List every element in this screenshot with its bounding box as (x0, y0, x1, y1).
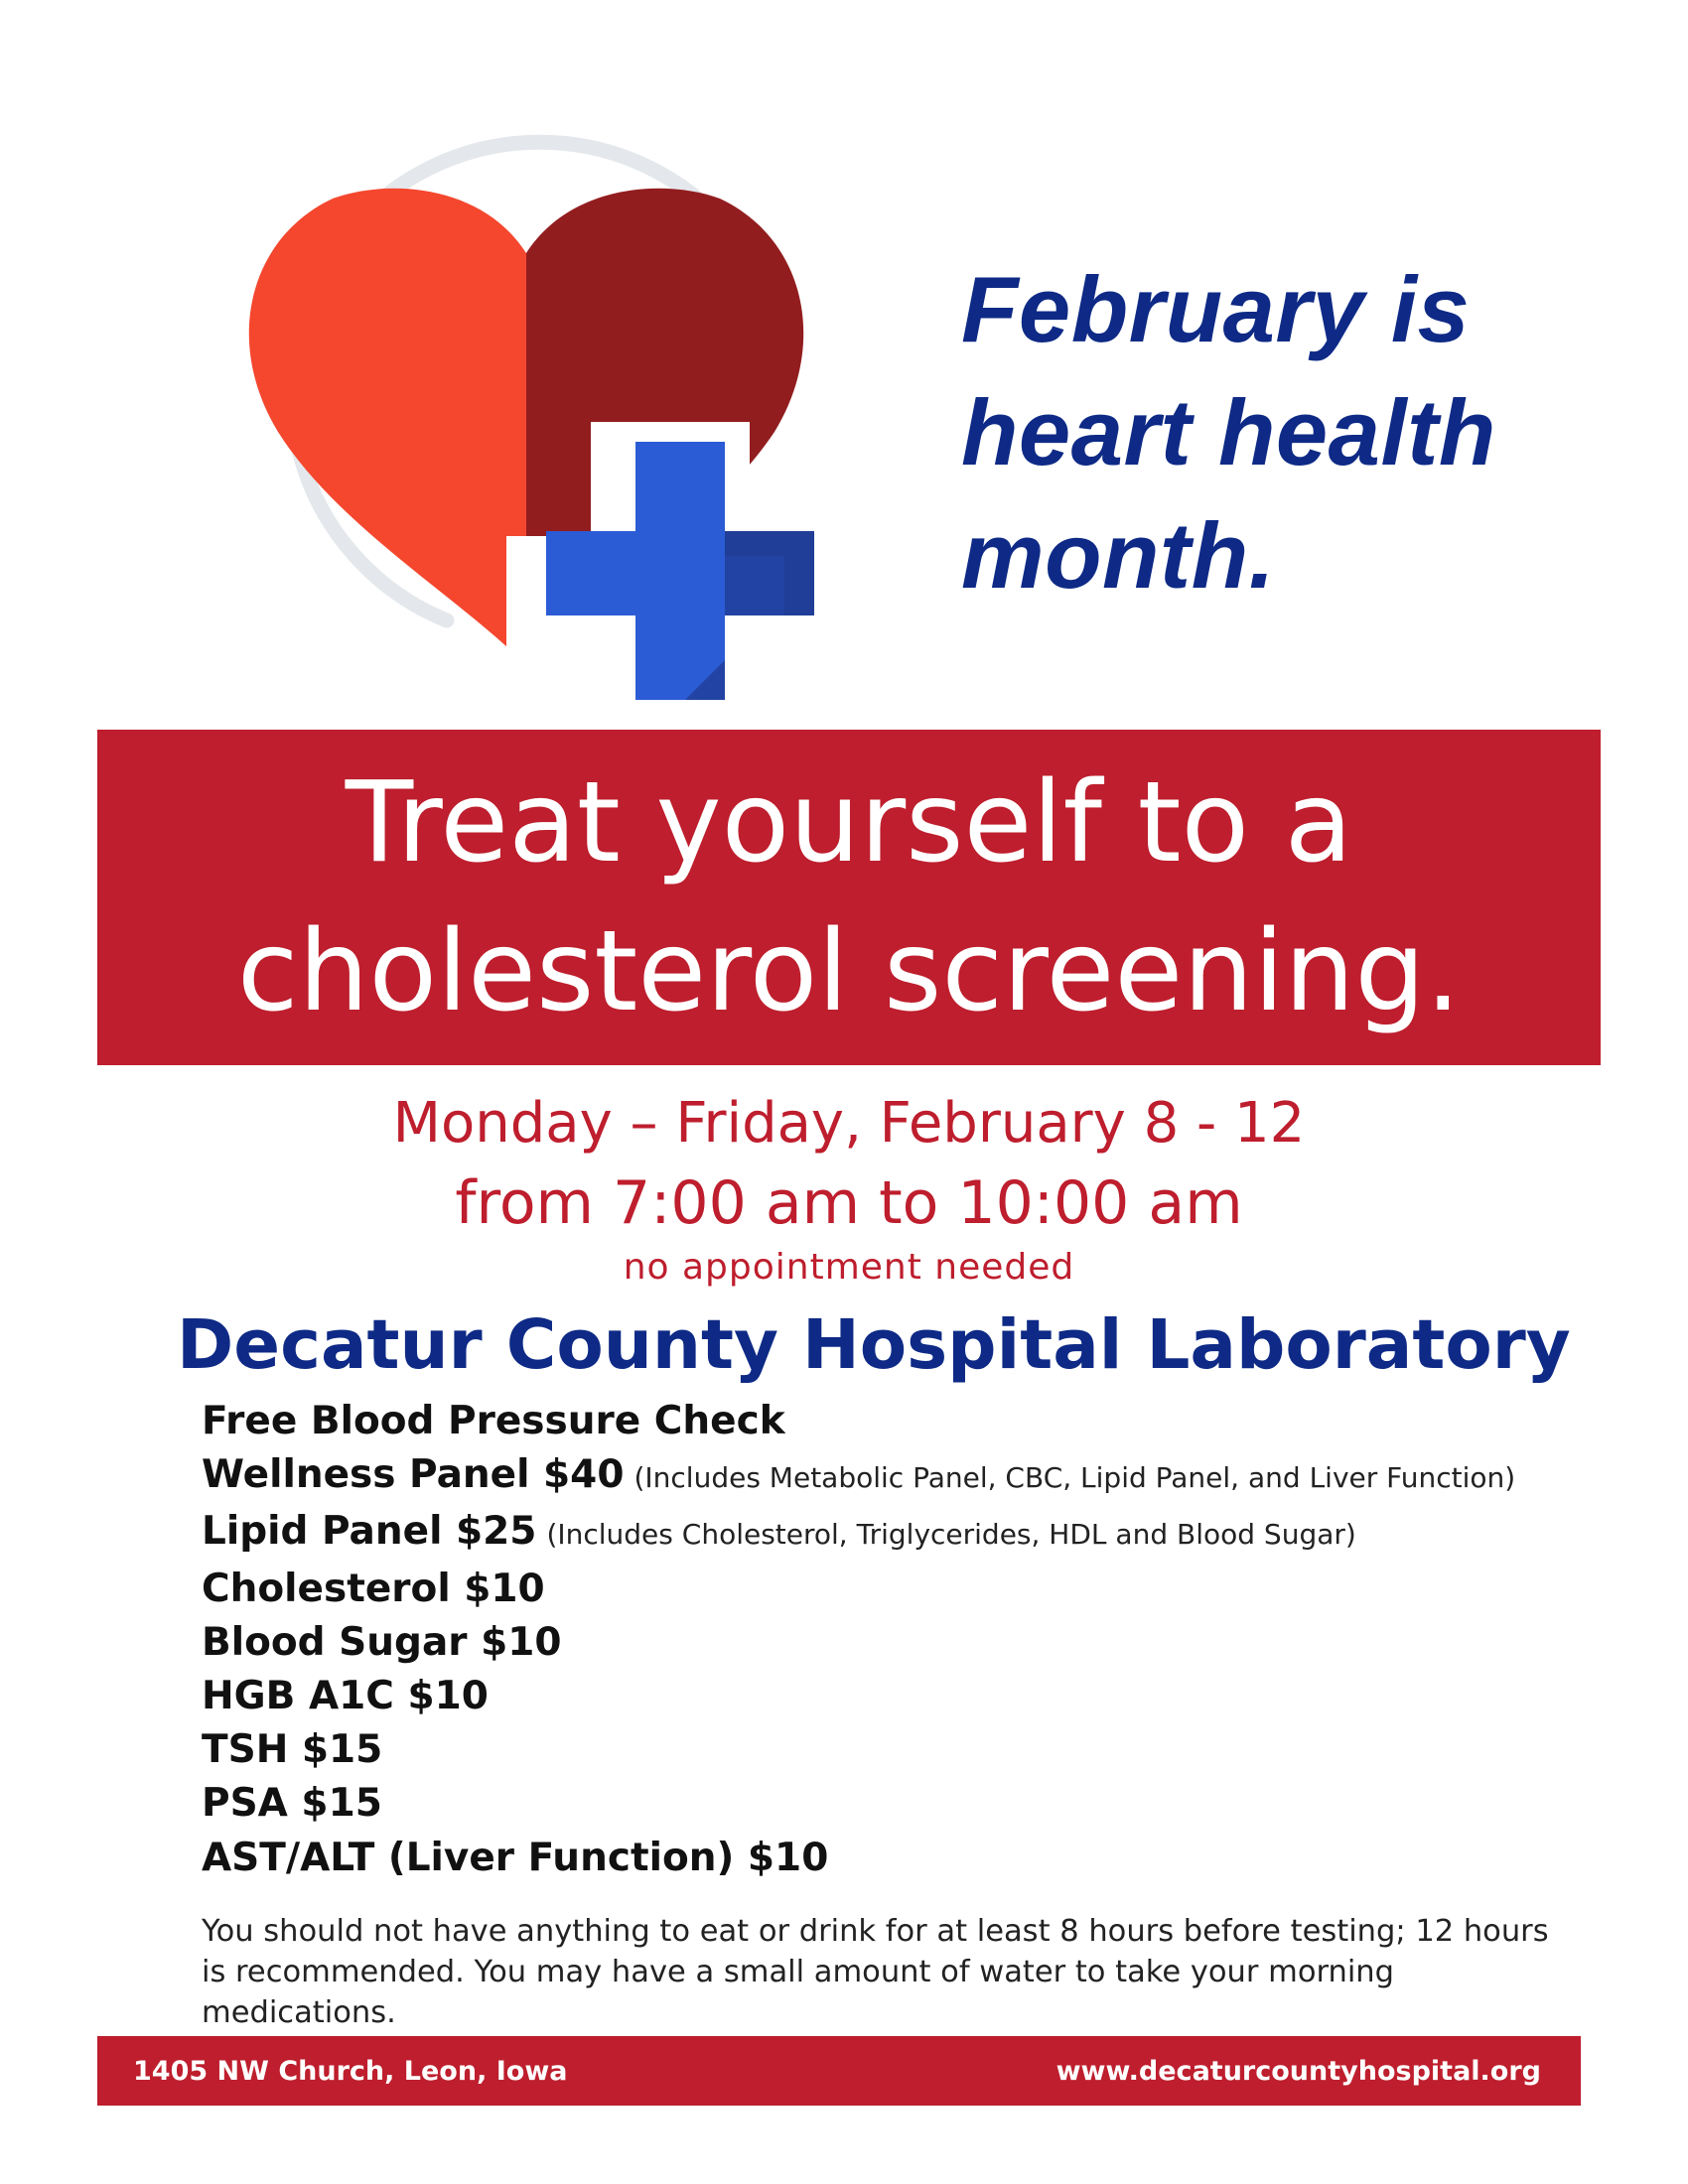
service-item (202, 1616, 1612, 1670)
footer-website-link[interactable]: www.decaturcountyhospital.org (1055, 2055, 1541, 2087)
service-item (202, 1448, 1612, 1505)
services-list (202, 1395, 1612, 1885)
service-item (202, 1395, 1612, 1448)
fasting-instructions: You should not have anything to eat or drink for at least 8 hours before testing; 12 hours is recommended. You may have a small amount of water to take your morning medications. (202, 1914, 1549, 2030)
schedule (97, 1084, 1601, 1293)
service-item (202, 1777, 1612, 1831)
service-label: Cholesterol $10 (202, 1566, 545, 1611)
headline-line-2: cholesterol screening. (236, 907, 1462, 1036)
tagline-line-3: month. (961, 503, 1276, 608)
service-label: PSA $15 (202, 1781, 382, 1827)
lab-title: Decatur County Hospital Laboratory (177, 1305, 1571, 1385)
heart-health-logo (129, 129, 854, 705)
service-item (202, 1670, 1612, 1723)
service-label: TSH $15 (202, 1727, 383, 1773)
schedule-days: Monday – Friday, February 8 - 12 (392, 1091, 1306, 1156)
service-label: Lipid Panel $25 (202, 1509, 537, 1555)
service-item (202, 1723, 1612, 1777)
service-label: Blood Sugar $10 (202, 1619, 562, 1665)
service-item (202, 1505, 1612, 1562)
headline-banner (97, 730, 1601, 1065)
footer-address: 1405 NW Church, Leon, Iowa (133, 2055, 568, 2087)
tagline-line-1: February is (961, 257, 1471, 361)
schedule-note: no appointment needed (623, 1247, 1075, 1288)
headline-line-1: Treat yourself to a (345, 758, 1353, 887)
service-note: (Includes Metabolic Panel, CBC, Lipid Panel, and Liver Function) (633, 1461, 1516, 1495)
schedule-hours: from 7:00 am to 10:00 am (455, 1168, 1243, 1238)
service-label: HGB A1C $10 (202, 1674, 489, 1719)
tagline-line-2: heart health (961, 380, 1496, 484)
service-item (202, 1832, 1612, 1885)
service-label: AST/ALT (Liver Function) $10 (202, 1835, 829, 1880)
footer-bar (97, 2036, 1581, 2106)
service-label: Free Blood Pressure Check (202, 1399, 785, 1443)
service-note: (Includes Cholesterol, Triglycerides, HDL and Blood Sugar) (546, 1518, 1356, 1552)
service-label: Wellness Panel $40 (202, 1452, 625, 1498)
tagline (961, 248, 1597, 617)
service-item (202, 1563, 1612, 1616)
